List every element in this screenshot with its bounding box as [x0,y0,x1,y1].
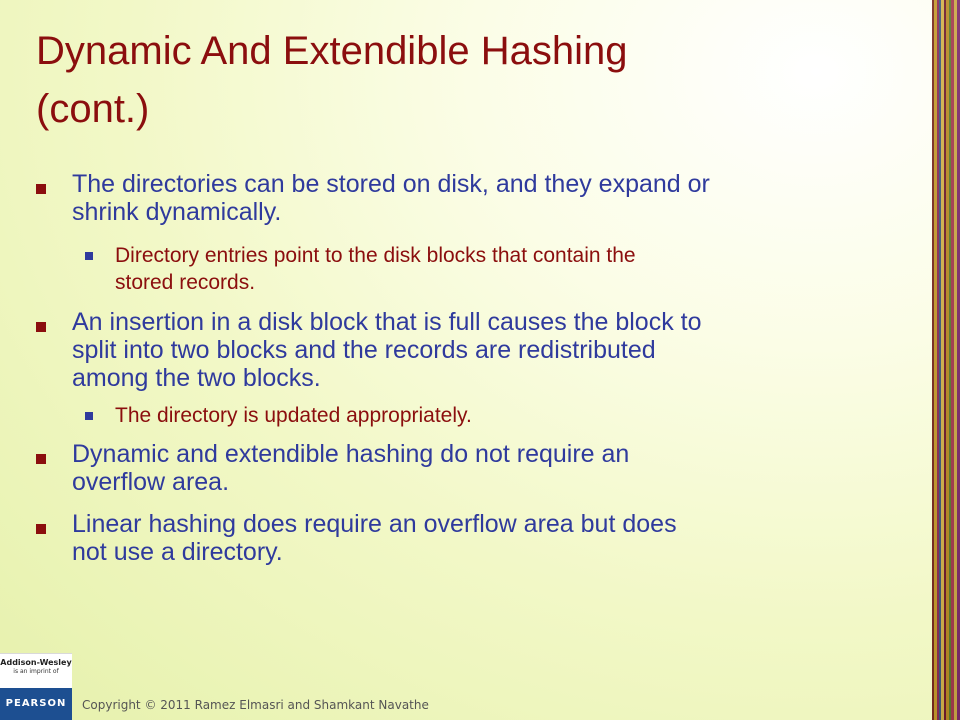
publisher-logo [0,653,72,720]
bullet-square-icon [36,524,46,534]
slide-title-line-2: (cont.) [36,87,150,131]
bullet-item-4 [36,510,896,566]
subbullet-item-2 [85,402,865,429]
bullet-square-icon [36,322,46,332]
copyright-text: Copyright © 2011 Ramez Elmasri and Shamkant Navathe [82,698,429,712]
logo-publisher: PEARSON [0,688,72,720]
slide-title [36,22,876,138]
subbullet-text-2: The directory is updated appropriately. [115,404,472,427]
subbullet-item-1 [85,242,865,296]
bullet-item-3 [36,440,896,496]
bullet-item-2 [36,308,896,392]
bullet-square-icon [36,184,46,194]
logo-imprint: is an imprint of [13,668,59,675]
slide-title-line-1: Dynamic And Extendible Hashing [36,29,628,73]
bullet-text-3: Dynamic and extendible hashing do not require an overflow area. [72,440,630,496]
bullet-text-1: The directories can be stored on disk, and they expand or shrink dynamically. [72,170,710,226]
logo-brand: Addison-Wesley [0,658,72,667]
subbullet-text-1: Directory entries point to the disk blocks that contain the stored records. [115,244,636,294]
bullet-square-icon [36,454,46,464]
decorative-stripe-bar [932,0,960,720]
bullet-item-1 [36,170,896,226]
subbullet-square-icon [85,412,93,420]
bullet-text-2: An insertion in a disk block that is full causes the block to split into two blocks and the records are redistributed among the two blocks. [72,308,702,392]
subbullet-square-icon [85,252,93,260]
bullet-text-4: Linear hashing does require an overflow area but does not use a directory. [72,510,677,566]
